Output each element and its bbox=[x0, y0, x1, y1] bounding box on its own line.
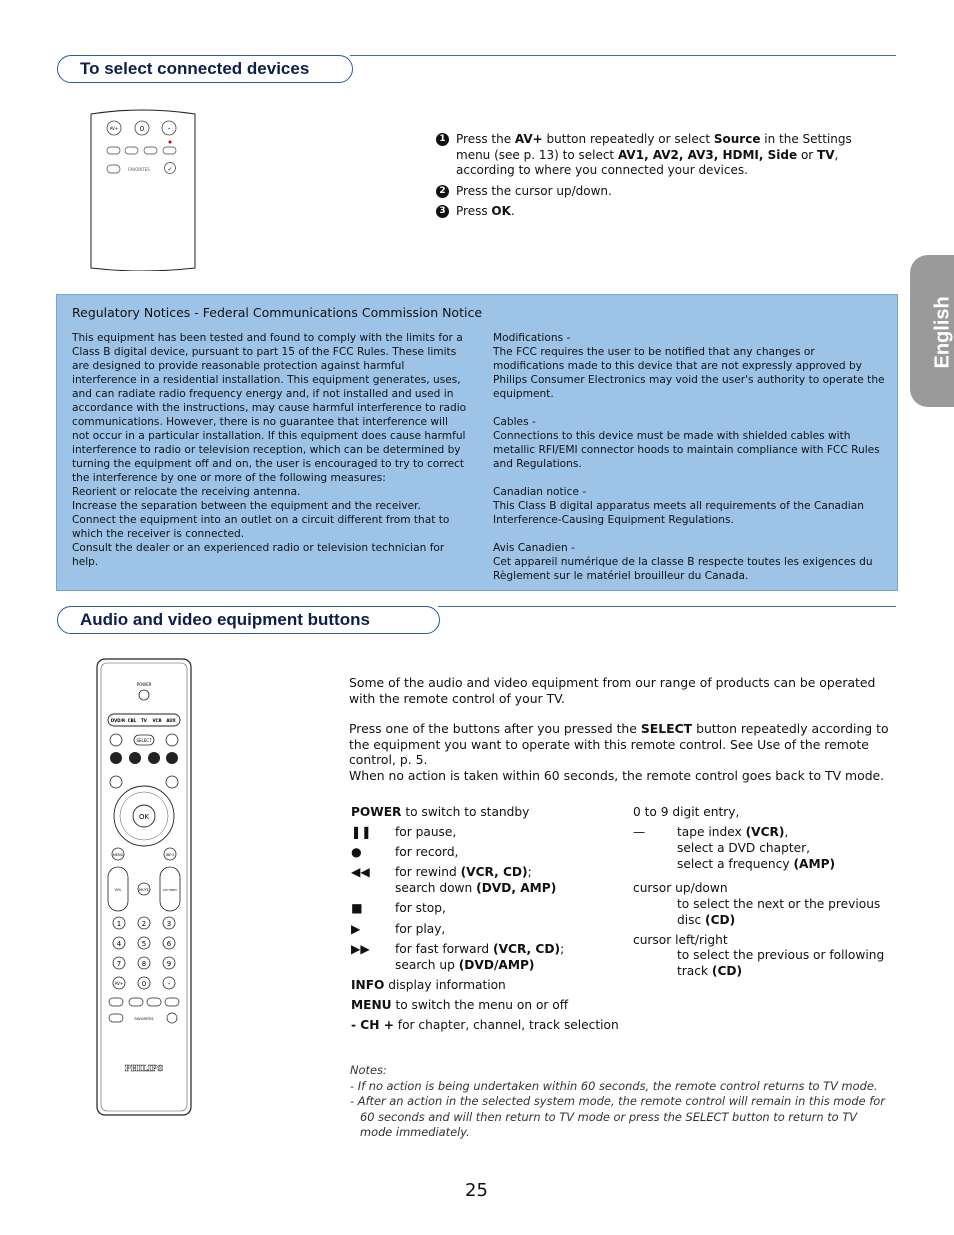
remote-small-check: ✓ bbox=[167, 166, 173, 173]
step-2 bbox=[436, 184, 876, 200]
button-desc bbox=[395, 845, 458, 861]
button-desc bbox=[677, 897, 880, 913]
remote-key: - bbox=[167, 980, 171, 988]
intro-paragraph bbox=[349, 721, 894, 768]
dash-icon: — bbox=[633, 825, 646, 839]
button-desc bbox=[395, 922, 445, 938]
button-name: INFO bbox=[351, 978, 385, 992]
section1-rule bbox=[350, 55, 896, 56]
button-desc bbox=[677, 964, 742, 980]
stop-icon: ■ bbox=[351, 901, 363, 915]
bold-text: (AMP) bbox=[793, 857, 836, 871]
button-row bbox=[351, 998, 568, 1014]
fcc-notice-box bbox=[56, 294, 898, 591]
button-desc bbox=[395, 825, 456, 841]
text-run: display information bbox=[388, 978, 506, 992]
text-run: Press bbox=[456, 204, 492, 218]
remote-small-zero: 0 bbox=[139, 125, 145, 133]
remote-mode-cbl: CBL bbox=[127, 718, 137, 723]
button-name: - CH + bbox=[351, 1018, 394, 1032]
fcc-text: Cet appareil numérique de la classe B respecte toutes les exigences du Règlement sur le matériel brouilleur du Canada. bbox=[493, 556, 873, 582]
text-run: to select the next or the previous bbox=[677, 897, 881, 911]
fcc-heading: Modifications - bbox=[493, 332, 571, 344]
fcc-right-column bbox=[493, 331, 885, 583]
text-run: for chapter, channel, track selection bbox=[397, 1018, 619, 1032]
remote-key: 0 bbox=[141, 980, 147, 988]
text-run: select a frequency bbox=[677, 857, 794, 871]
text-run: track bbox=[677, 964, 712, 978]
button-desc bbox=[395, 865, 532, 881]
text-run: tape index bbox=[677, 825, 746, 839]
remote-select-label: SELECT bbox=[136, 738, 152, 743]
bold-text: (DVD, AMP) bbox=[476, 881, 557, 895]
bold-text: TV bbox=[817, 147, 835, 162]
remote-vol-label: VOL bbox=[114, 888, 122, 892]
button-desc bbox=[677, 913, 735, 929]
spacer bbox=[493, 471, 885, 485]
fcc-text: This Class B digital apparatus meets all requirements of the Canadian Interference-Causing Equipment Regulations. bbox=[493, 500, 864, 526]
fcc-paragraph: Increase the separation between the equipment and the receiver. bbox=[72, 500, 421, 512]
remote-small-favorites: FAVORITES bbox=[128, 167, 150, 172]
button-row bbox=[351, 1018, 619, 1034]
spacer bbox=[493, 401, 885, 415]
text-run: to select the previous or following bbox=[677, 948, 885, 962]
text-run: to switch the menu on or off bbox=[395, 998, 569, 1012]
remote-brand-logo: PHILIPS bbox=[124, 1063, 164, 1073]
bold-text: (DVD/AMP) bbox=[458, 958, 535, 972]
section2-intro bbox=[349, 675, 894, 783]
remote-top-illustration bbox=[87, 108, 197, 271]
notes bbox=[350, 1063, 890, 1141]
text-run: for record, bbox=[395, 845, 459, 859]
step-number: 1 bbox=[436, 133, 449, 146]
spacer bbox=[493, 527, 885, 541]
remote-small-led bbox=[169, 141, 172, 144]
note-item: - After an action in the selected system mode, the remote control will remain in this mode for 60 seconds and will then return to TV mode or press the SELECT button to return to TV mode immediately. bbox=[350, 1094, 885, 1139]
remote-key: 2 bbox=[141, 920, 147, 928]
play-icon: ▶ bbox=[351, 922, 361, 936]
remote-small-av: AV+ bbox=[109, 126, 119, 131]
note-item: - If no action is being undertaken within 60 seconds, the remote control returns to TV mode. bbox=[350, 1078, 878, 1093]
step-number: 3 bbox=[436, 205, 449, 218]
button-row bbox=[633, 933, 728, 949]
section1-steps bbox=[436, 132, 876, 222]
text-run: ; bbox=[560, 942, 565, 956]
text-run: disc bbox=[677, 913, 706, 927]
bold-text: (CD) bbox=[705, 913, 736, 927]
intro-paragraph bbox=[349, 768, 894, 784]
step-text bbox=[456, 204, 876, 220]
button-name: MENU bbox=[351, 998, 392, 1012]
button-desc bbox=[388, 978, 506, 992]
text-run: button repeatedly or select bbox=[542, 132, 714, 146]
remote-key: 9 bbox=[166, 960, 172, 968]
intro-paragraph bbox=[349, 675, 894, 706]
fcc-heading: Avis Canadien - bbox=[493, 542, 575, 554]
button-list-left bbox=[351, 805, 631, 1045]
rewind-icon: ◀◀ bbox=[351, 865, 370, 879]
bold-text: Source bbox=[713, 132, 761, 146]
section1-title: To select connected devices bbox=[80, 59, 310, 78]
fcc-paragraph: Reorient or relocate the receiving antenna. bbox=[72, 486, 301, 498]
button-desc bbox=[633, 805, 739, 819]
text-run: button repeatedly according to the equipment you want to operate with this remote control. See Use of the remote control, p. 5. bbox=[349, 721, 889, 767]
bold-text: (VCR) bbox=[745, 825, 785, 839]
text-run: for pause, bbox=[395, 825, 457, 839]
remote-key: 3 bbox=[166, 920, 172, 928]
fcc-heading: Canadian notice - bbox=[493, 486, 587, 498]
remote-mode-dvd: DVD/R bbox=[110, 718, 126, 723]
button-desc bbox=[395, 881, 556, 897]
remote-key: 6 bbox=[166, 940, 172, 948]
bold-text: (VCR, CD) bbox=[460, 865, 528, 879]
fcc-left-column bbox=[72, 331, 467, 569]
remote-mode-vcr: VCR bbox=[152, 718, 162, 723]
text-run: Press the bbox=[456, 132, 515, 146]
remote-menu-label: MENU bbox=[112, 853, 124, 857]
remote-ok-label: OK bbox=[138, 813, 150, 821]
remote-power-label: POWER bbox=[136, 682, 152, 687]
section2-heading-pill bbox=[57, 606, 440, 634]
fcc-paragraph: Consult the dealer or an experienced radio or television technician for help. bbox=[72, 542, 445, 568]
step-number: 2 bbox=[436, 185, 449, 198]
button-name: cursor up/down bbox=[633, 881, 728, 895]
button-desc bbox=[398, 1018, 619, 1032]
text-run: . bbox=[510, 204, 515, 218]
button-desc bbox=[395, 958, 534, 974]
text-run: ; bbox=[527, 865, 532, 879]
text-run: for stop, bbox=[395, 901, 446, 915]
language-tab-label: English bbox=[931, 296, 954, 369]
text-run: select a DVD chapter, bbox=[677, 841, 810, 855]
text-run: , bbox=[784, 825, 789, 839]
fcc-paragraph: This equipment has been tested and found to comply with the limits for a Class B digital device, pursuant to part 15 of the FCC Rules. These limits are designed to provide reasonable protection against harmful interference in a residential installation. This equipment generates, uses, and can radiate radio frequency energy and, if not installed and used in accordance with the instructions, may cause harmful interference to radio communications. However, there is no guarantee that interference will not occur in a particular installation. If this equipment does cause harmful interference to radio or television reception, which can be determined by turning the equipment off and on, the user is encouraged to try to correct the interference by one or more of the following measures: bbox=[72, 332, 467, 484]
button-name: cursor left/right bbox=[633, 933, 728, 947]
fast-forward-icon: ▶▶ bbox=[351, 942, 370, 956]
text-run: Press one of the buttons after you pressed the bbox=[349, 721, 641, 736]
remote-key: 1 bbox=[116, 920, 122, 928]
text-run: for fast forward bbox=[395, 942, 493, 956]
page-number: 25 bbox=[465, 1180, 488, 1201]
button-desc bbox=[677, 841, 810, 857]
button-name: POWER bbox=[351, 805, 402, 819]
text-run: 0 to 9 digit entry, bbox=[633, 805, 740, 819]
text-run: Press the cursor up/down. bbox=[456, 184, 612, 198]
remote-ch-label: CH/ PREV bbox=[162, 888, 178, 892]
spacer bbox=[349, 706, 894, 721]
step-1 bbox=[436, 132, 876, 179]
button-desc bbox=[677, 857, 835, 873]
step-3 bbox=[436, 204, 876, 220]
text-run: for rewind bbox=[395, 865, 461, 879]
step-text bbox=[456, 132, 876, 179]
remote-full-illustration bbox=[96, 658, 192, 1116]
text-run: search up bbox=[395, 958, 459, 972]
bold-text: OK bbox=[491, 204, 511, 218]
bold-text: (CD) bbox=[711, 964, 743, 978]
bold-text: AV+ bbox=[514, 132, 543, 146]
text-run: for play, bbox=[395, 922, 446, 936]
section2-title: Audio and video equipment buttons bbox=[80, 610, 370, 629]
remote-favorites-label: FAVORITES bbox=[134, 1017, 154, 1021]
language-tab bbox=[910, 255, 954, 407]
remote-key: 4 bbox=[116, 940, 122, 948]
text-run: Some of the audio and video equipment from our range of products can be operated with the remote control of your TV. bbox=[349, 675, 876, 706]
pause-icon: ❚❚ bbox=[351, 825, 372, 839]
text-run: search down bbox=[395, 881, 477, 895]
notes-title: Notes: bbox=[350, 1063, 387, 1077]
remote-mode-aux: AUX bbox=[166, 718, 176, 723]
remote-key: 8 bbox=[141, 960, 147, 968]
button-row bbox=[351, 805, 529, 821]
button-desc bbox=[677, 825, 788, 841]
fcc-text: The FCC requires the user to be notified that any changes or modifications made to this device that are not expressly approved by Philips Consumer Electronics may void the user's authority to operate the equipment. bbox=[493, 346, 885, 400]
remote-key: AV+ bbox=[114, 981, 124, 986]
text-run: or bbox=[797, 147, 818, 162]
button-row bbox=[351, 978, 506, 994]
button-desc bbox=[395, 942, 564, 958]
remote-small-dash: - bbox=[167, 125, 171, 133]
bold-text: SELECT bbox=[640, 721, 693, 736]
text-run: in the Settings menu (see p. 13) to select bbox=[456, 132, 852, 162]
fcc-heading: Cables - bbox=[493, 416, 536, 428]
text-run: to switch to standby bbox=[405, 805, 530, 819]
record-icon: ● bbox=[351, 845, 362, 859]
remote-mute-label: MUTE bbox=[139, 888, 149, 892]
text-run: , according to where you connected your devices. bbox=[456, 147, 839, 177]
bold-text: AV1, AV2, AV3, HDMI, Side bbox=[617, 147, 798, 162]
remote-key: 7 bbox=[116, 960, 122, 968]
bold-text: (VCR, CD) bbox=[493, 942, 561, 956]
step-text bbox=[456, 184, 876, 200]
button-desc bbox=[677, 948, 884, 964]
button-desc bbox=[395, 901, 446, 917]
button-list-right bbox=[633, 805, 893, 985]
button-row bbox=[633, 881, 728, 897]
fcc-text: Connections to this device must be made with shielded cables with metallic RFI/EMI connector hoods to maintain compliance with FCC Rules and Regulations. bbox=[493, 430, 880, 470]
button-desc bbox=[405, 805, 529, 819]
button-row bbox=[633, 805, 739, 821]
remote-key: 5 bbox=[141, 940, 147, 948]
section2-rule bbox=[438, 606, 896, 607]
button-desc bbox=[395, 998, 568, 1012]
remote-mode-tv: TV bbox=[141, 718, 147, 723]
remote-power-button bbox=[139, 690, 149, 700]
remote-info-label: INFO bbox=[165, 853, 175, 857]
fcc-title: Regulatory Notices - Federal Communications Commission Notice bbox=[72, 305, 483, 320]
fcc-paragraph: Connect the equipment into an outlet on a circuit different from that to which the receiver is connected. bbox=[72, 514, 450, 540]
section1-heading-pill bbox=[57, 55, 353, 83]
text-run: When no action is taken within 60 seconds, the remote control goes back to TV mode. bbox=[349, 767, 885, 783]
